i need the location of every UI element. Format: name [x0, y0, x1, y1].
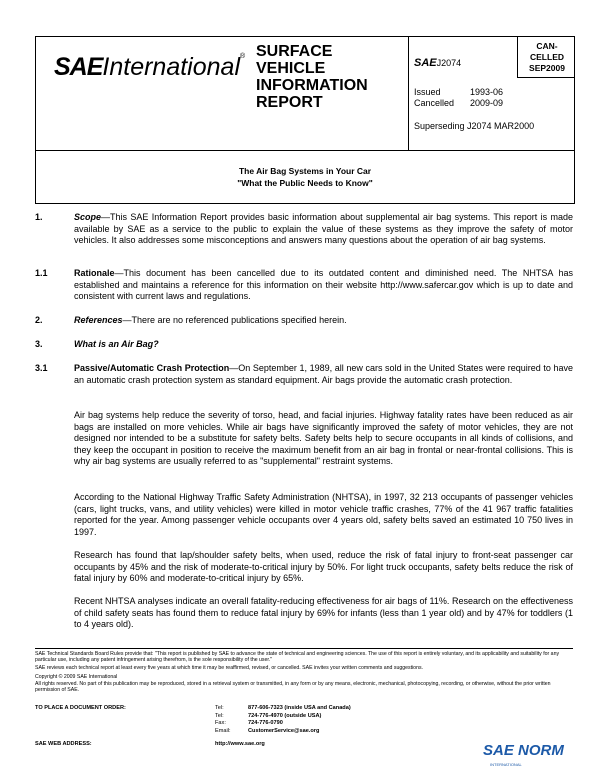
- order-label: TO PLACE A DOCUMENT ORDER:: [35, 705, 126, 711]
- section-heading: Rationale: [74, 268, 115, 278]
- document-subtitle: "What the Public Needs to Know": [237, 178, 373, 188]
- sae-international-logo: SAEInternational®: [54, 53, 246, 81]
- footer-rights: All rights reserved. No part of this publication may be reproduced, stored in a retrieval system or transmitted, in any form or by any means, electronic, mechanical, photocopying, recording, or otherwise, without the prior written permission of SAE.: [35, 681, 551, 694]
- section-3: 3. What is an Air Bag?: [35, 339, 159, 349]
- customer-service-email[interactable]: CustomerService@sae.org: [248, 727, 320, 734]
- section-1-1: 1.1 Rationale—This document has been cancelled due to its outdated content and diminished need. The NHTSA has established and maintains a reference for this information on their website http://www.safercar.gov which is up to date and consistent with current laws and regulations.: [35, 268, 573, 301]
- header-divider: [517, 77, 574, 78]
- superseding-row: Superseding J2074 MAR2000: [414, 121, 535, 131]
- footer-disclaimer: SAE Technical Standards Board Rules provide that: "This report is published by SAE to advance the state of technical and engineering sciences. The use of this report is entirely voluntary, and its applicability and suitability for any particular use, including any patent infringement arising therefrom, is the sole responsibility of the user.": [35, 651, 560, 664]
- contact-values: 877-606-7323 (inside USA and Canada) 724-776-4970 (outside USA) 724-776-0790 CustomerService@sae.org: [248, 705, 351, 734]
- footer-review-note: SAE reviews each technical report at least every five years at which time it may be reaffirmed, revised, or cancelled. SAE invites your written comments and suggestions.: [35, 665, 423, 671]
- paragraph: Research has found that lap/shoulder safety belts, when used, reduce the risk of fatal injury to front-seat passenger car occupants by 45% and the risk of moderate-to-critical injury by 50%. For light truck occupants, safety belts reduce the risk of fatal injury by 60% and moderate-to-critical injury by 65%.: [74, 550, 573, 583]
- paragraph: Air bag systems help reduce the severity of torso, head, and facial injuries. Highway fatality rates have been reduced as air bags are installed on more vehicles. While air bags have significantly improved the safety of motor vehicles, they are not designed nor intended to be a substitute for safety belts. Safety belts help to secure occupants in all kinds of collisions, and they keep the occupant in position to receive the maximum benefit from an air bag in frontal or near-frontal collisions. This is why air bag systems are usually referred to as "supplemental" restraint systems.: [74, 410, 573, 466]
- sae-norm-logo-sub: INTERNATIONAL: [490, 762, 522, 767]
- web-label: SAE WEB ADDRESS:: [35, 741, 92, 747]
- document-id: SAEJ2074: [414, 57, 462, 69]
- section-heading: References: [74, 315, 123, 325]
- footer-divider: [35, 648, 573, 649]
- header-divider: [517, 37, 518, 77]
- section-3-1: 3.1 Passive/Automatic Crash Protection—On September 1, 1989, all new cars sold in the United States were required to have an automatic crash protection system as standard equipment. Air bags provide the automatic crash protection.: [35, 363, 573, 385]
- section-heading: Passive/Automatic Crash Protection: [74, 363, 230, 373]
- report-type-title: SURFACE VEHICLE INFORMATION REPORT: [256, 43, 368, 111]
- section-1: 1. Scope—This SAE Information Report provides basic information about supplemental air bag systems. This report is made available by SAE as a service to the public to explain the value of these systems as they improve the safety of motor vehicles. It also addresses some misconceptions and answers many questions about the operation of air bag systems.: [35, 212, 573, 245]
- contact-labels: Tel: Tel: Fax: Email:: [215, 705, 231, 734]
- section-2: 2. References—There are no referenced publications specified herein.: [35, 315, 347, 325]
- sae-web-link[interactable]: http://www.sae.org: [215, 741, 265, 747]
- document-title: The Air Bag Systems in Your Car: [238, 166, 372, 176]
- cancelled-row: Cancelled 2009-09: [414, 98, 504, 108]
- paragraph: According to the National Highway Traffic Safety Administration (NHTSA), in 1997, 32 213 occupants of passenger vehicles (cars, light trucks, vans, and utility vehicles) were killed in motor vehicle traffic crashes, 77% of the 41 967 traffic fatalities reported for the year. Among passenger vehicle occupants over 4 years old, safety belts saved an estimated 10 750 lives in 1997.: [74, 492, 573, 537]
- header-divider: [408, 37, 409, 150]
- header-box: [35, 36, 575, 151]
- paragraph: Recent NHTSA analyses indicate an overall fatality-reducing effectiveness for air bags of 11%. Research on the effectiveness of child safety seats has found them to reduce fatal injury by 69% for infants (less than 1 year old) and by 47% for toddlers (1 to 4 years old).: [74, 596, 573, 629]
- section-heading: Scope: [74, 212, 102, 222]
- section-heading: What is an Air Bag?: [74, 339, 159, 349]
- title-box: [35, 149, 575, 204]
- sae-norm-logo: SAE NORM: [483, 742, 564, 759]
- cancelled-stamp: CAN- CELLED SEP2009: [529, 41, 565, 73]
- issued-row: Issued 1993-06: [414, 87, 504, 97]
- footer-copyright: Copyright © 2009 SAE International: [35, 674, 118, 680]
